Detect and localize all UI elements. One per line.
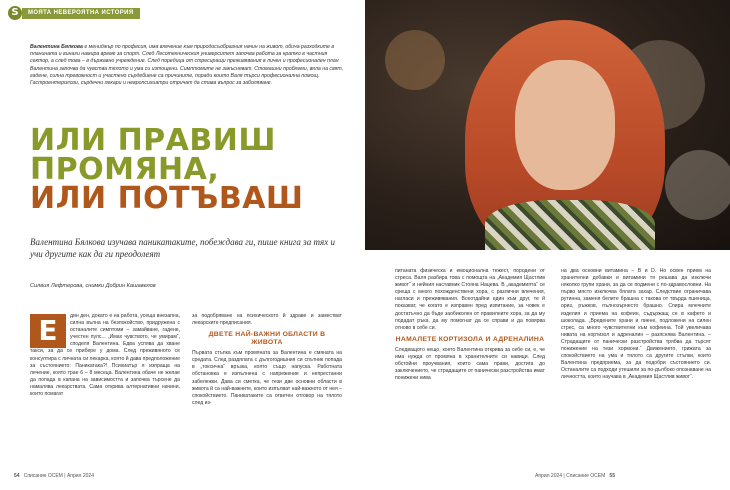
issue-date-right: Април 2024 <box>535 473 563 479</box>
body-column-3-text-2: Следващото нещо, което Валентина открива за себе си, е, че има нужда от промяна в хранителните си навици. След обстойни проучвания, които сама прави, достига до заключението, че страдащите от панически разстройства имат понижени нива <box>395 346 545 382</box>
footer-right: Април 2024 | Списание ОСЕМ 55 <box>535 473 615 479</box>
magazine-name-right: Списание ОСЕМ <box>566 473 606 479</box>
background-light <box>665 150 730 220</box>
headline-line-2: ПРОМЯНА, <box>30 152 220 187</box>
headline-line-1: ИЛИ ПРАВИШ <box>30 123 276 158</box>
portrait-shirt <box>485 200 655 250</box>
page-number-right: 55 <box>609 473 615 479</box>
body-column-2-intro: за подобряване на психическото й здраве и заместват лекарските предписания. <box>192 313 342 327</box>
deck: Валентина Бялкова изучава паникатаките, побеждава ги, пише книга за тях и учи другите как да ги преодолеят <box>30 237 335 259</box>
magazine-logo: S <box>8 6 22 20</box>
body-column-2-text: Първата стъпка към промяната за Валентина е смяната на средата. След раздялата с дългогодишния си спътник попада в „токсична“ връзка, която също напуска. Работната обстановка е изпълнена с напрежение и непрестанни забележки. Дава си сметка, че тези две основни области в живота й са най-важните, които изпълват най-важното от нея – спокойствието. Паникатаките са ответен отговор на тялото след из- <box>192 350 342 406</box>
intro-paragraph <box>30 44 346 87</box>
byline: Силвия Лефтерова, снимки Добрин Кашавелов <box>30 283 156 289</box>
body-column-1 <box>30 313 180 398</box>
subheading-life-areas: ДВЕТЕ НАЙ-ВАЖНИ ОБЛАСТИ В ЖИВОТА <box>208 331 326 347</box>
body-column-4-text: на два основни витамина – B и D. Но освен прием на хранителни добавки и витамини тя решава да изключи няколко групи храни, за да се подмени с по-здравословни. На първо място изключва бялата захар. Следствие ограничава рутинна, заменя белите брашна с такова от твърда пшеница, ориз, ръжков, пълнозърнесто брашно. Спира млечните изделия и приема на кофеин, съдържащ се в кафето и шоколада. „Вредените храни и пиене, подложени на силен стрес, са много чувствителни към кофеина. Той увеличава нивата на кортизол и адреналин – разяснява Валентина. – Страдащите от панически разстройства трябва да търсят понижение на тези хормони.“ Движението, грижата за спокойствието на ума и тялото са другите стъпки, които Валентина предприема, за да подобри състоянието си. Останалите са подходи утешили за по-дълбоко опознаване на личността, които научава в „Академия Щастлив живот“. <box>561 268 711 381</box>
body-column-3 <box>395 268 545 382</box>
issue-date-left: Април 2024 <box>66 473 94 479</box>
magazine-name-left: Списание ОСЕМ <box>23 473 63 479</box>
subheading-cortisol: НАМАЛЕТЕ КОРТИЗОЛА И АДРЕНАЛИНА <box>395 335 545 343</box>
portrait-face <box>515 60 615 190</box>
drop-cap: Е <box>30 314 66 348</box>
body-column-4 <box>561 268 711 382</box>
right-page <box>365 0 730 490</box>
portrait-photo <box>365 0 730 250</box>
headline-line-3: ИЛИ ПОТЪВАШ <box>30 181 304 216</box>
intro-name: Валентина Бялкова <box>30 44 83 50</box>
page-number-left: 54 <box>14 473 20 479</box>
section-tag: МОЯТА НЕВЕРОЯТНА ИСТОРИЯ <box>22 8 140 19</box>
intro-text: е мениджър по професия, има влечение към природосъобразния начин на живот, обича разходките в планината и винаги намира време за спорт. След Лесотехническия университет започва работа за кратко в частния сектор, а след това – в държавно учреждение. След поредица от стресиращи преживявания в личен и професионален план Валентина започва да чувства тялото и ума си изтощени. Симптомите не закъсняват. Стомашни проблеми, вяла на свят, гадене, силна тревожност и участено сърдебиене са причините, поради които Валя търси професионална помощ. Гастроентеролози, сърдечни лекари и невропсихиатри отричат да става въпрос за заболяване. <box>30 44 344 87</box>
background-light <box>385 30 445 90</box>
footer-left: 54 Списание ОСЕМ | Април 2024 <box>14 473 94 479</box>
body-column-1-text: дин ден, докато е на работа, усеща внезапна, силна вълна на безпокойство, придружена с останалите симптоми – замайване, гадене, учестен пулс... „Имах чувството, че умирам“, споделя Валентина. Едва успява да хване такси, за да се прибере у дома. След преживяното се консултира с личната си лекарка, която й дава предположение за състоянието: Паникатака?! Психиатър я изпраща на лечение, която трае 6 – 8 месеца. Валентина обаче не желае да попада в капана на зависимостта и започва търсене да намалява лекарствата. Сама открива алтернативни начини, които помагат <box>30 313 180 398</box>
headline <box>30 123 360 216</box>
body-column-2 <box>192 313 342 407</box>
body-column-3-text: питаната физическа и емоционална тежест, породени от стреса. Валя разбира това с помощта на „Академия Щастлив живот“ и нейния наставник Стояна Нацева. В „академията“ се среща с много похожденствени хора, с различни влечения, нагласи и преживявания. Всеотдайни един към друг, те й показват, че когато е изправен пред изпитание, за човек е достатъчно да бъде заобиколен от правилните хора, за да му подадат ръка, да му помогнат да се справи и да повярва отново в себе си. <box>395 268 545 331</box>
